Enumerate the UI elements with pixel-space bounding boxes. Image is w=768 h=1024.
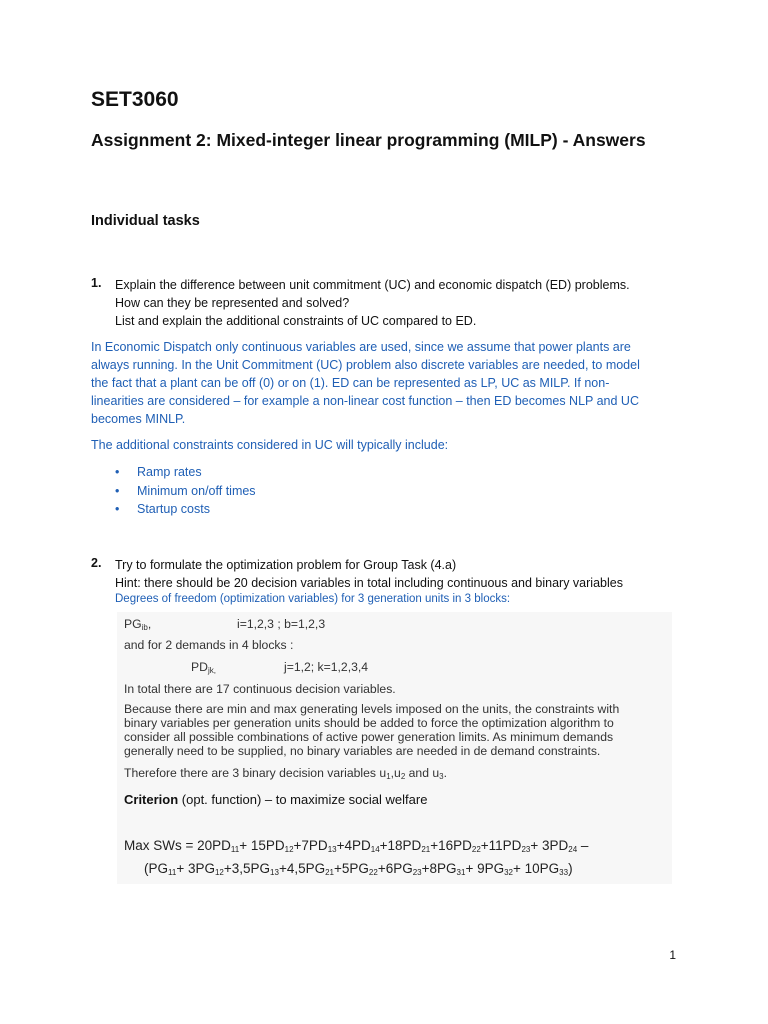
question-2-number: 2. — [91, 556, 102, 570]
page-title: Assignment 2: Mixed-integer linear programming (MILP) - Answers — [91, 130, 646, 150]
formula-line-2: $(PG_{11}+ 3PG_{12}+3,5PG_{13}+4,5PG_{21}+5PG_{22}+6PG_{23}+8PG_{31}+ 9PG_{32}+ 10PG_{33})$ — [144, 861, 573, 877]
constraints-intro: The additional constraints considered in UC will typically include: — [91, 438, 449, 452]
pd-variable: $PD_{jk,}$ — [191, 660, 216, 675]
list-item: • Minimum on/off times — [115, 482, 256, 501]
question-1-text — [115, 276, 630, 330]
answer-line-4: linearities are considered – for example a non-linear cost function – then ED becomes NLP and UC — [91, 394, 639, 408]
answer-line-1: In Economic Dispatch only continuous variables are used, since we assume that power plants are — [91, 340, 631, 354]
answer-image — [117, 612, 672, 884]
bullet-icon: • — [115, 483, 120, 498]
question-1-line-3: List and explain the additional constraints of UC compared to ED. — [115, 314, 477, 328]
criterion-line: Criterion (opt. function) – to maximize social welfare — [124, 792, 428, 807]
binary-paragraph: Because there are min and max generating levels imposed on the units, the constraints with binary variables per generation units should be added to force the optimization algorithm to consider all possible combinations of active power generation limits. As minimum demands generally need to be supplied, no binary variables are needed in de demand constraints. — [124, 702, 620, 758]
question-1-line-2: How can they be represented and solved? — [115, 296, 350, 310]
degrees-of-freedom-line: Degrees of freedom (optimization variables) for 3 generation units in 3 blocks: — [115, 593, 511, 605]
bullet-icon: • — [115, 465, 120, 479]
pg-index: i=1,2,3 ; b=1,2,3 — [237, 617, 326, 631]
answer-line-2: always running. In the Unit Commitment (UC) problem also discrete variables are needed, to model — [91, 358, 640, 372]
question-2-line-2: Hint: there should be 20 decision variables in total including continuous and binary variables — [115, 576, 623, 590]
bullet-icon: • — [115, 502, 120, 516]
pd-index: j=1,2; k=1,2,3,4 — [284, 660, 369, 674]
answer-line-3: the fact that a plant can be off (0) or on (1). ED can be represented as LP, UC as MILP. If non- — [91, 376, 610, 390]
constraints-list — [115, 463, 256, 519]
total-continuous-line: In total there are 17 continuous decision variables. — [124, 682, 396, 696]
list-item: • Ramp rates — [115, 463, 256, 482]
list-item: • Startup costs — [115, 500, 256, 519]
question-2-line-1: Try to formulate the optimization problem for Group Task (4.a) — [115, 558, 457, 572]
demands-line: and for 2 demands in 4 blocks : — [124, 638, 294, 652]
answer-line-5: becomes MINLP. — [91, 412, 186, 426]
binary-variables-line: Therefore there are 3 binary decision variables $u_1,u_2$ and $u_3$. — [124, 766, 447, 781]
pg-variable: $PG_{ib}$, — [124, 617, 152, 632]
course-code: SET3060 — [91, 88, 179, 111]
question-1-number: 1. — [91, 276, 102, 290]
formula-line-1: Max SWs = $20PD_{11}+ 15PD_{12}+7PD_{13}+4PD_{14}+18PD_{21}+16PD_{22}+11PD_{23}+ 3PD_{24}$ – — [124, 838, 589, 854]
page-number: 1 — [669, 948, 676, 962]
question-2-text — [115, 556, 623, 592]
section-heading: Individual tasks — [91, 213, 200, 229]
question-1-line-1: Explain the difference between unit commitment (UC) and economic dispatch (ED) problems. — [115, 278, 630, 292]
question-1-answer — [91, 338, 671, 428]
